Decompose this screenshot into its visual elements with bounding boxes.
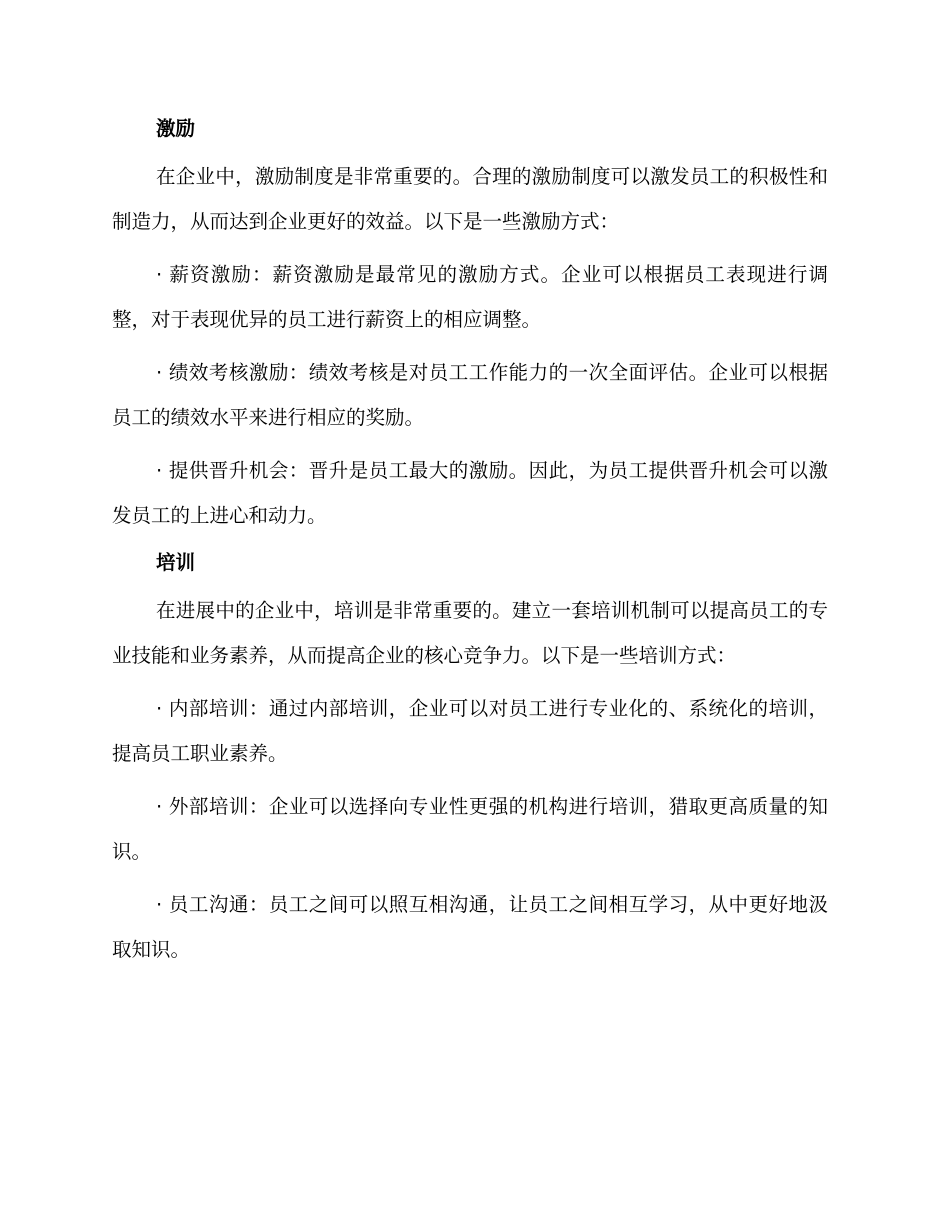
list-item: · 内部培训：通过内部培训，企业可以对员工进行专业化的、系统化的培训，提高员工职业素养。 — [112, 697, 828, 765]
section-heading: 培训 — [156, 551, 196, 574]
list-item: · 外部培训：企业可以选择向专业性更强的机构进行培训，猎取更高质量的知识。 — [112, 795, 828, 863]
section-intro: 在企业中，激励制度是非常重要的。合理的激励制度可以激发员工的积极性和制造力，从而达到企业更好的效益。以下是一些激励方式： — [112, 165, 828, 233]
section-intro: 在进展中的企业中，培训是非常重要的。建立一套培训机制可以提高员工的专业技能和业务素养，从而提高企业的核心竞争力。以下是一些培训方式： — [112, 599, 828, 667]
section-heading: 激励 — [156, 117, 196, 140]
document-page — [112, 112, 828, 980]
list-item: · 绩效考核激励：绩效考核是对员工工作能力的一次全面评估。企业可以根据员工的绩效水平来进行相应的奖励。 — [112, 361, 828, 429]
section-incentive — [112, 112, 828, 538]
section-training — [112, 546, 828, 972]
list-item: · 员工沟通：员工之间可以照互相沟通，让员工之间相互学习，从中更好地汲取知识。 — [112, 893, 828, 961]
list-item: · 提供晋升机会：晋升是员工最大的激励。因此，为员工提供晋升机会可以激发员工的上进心和动力。 — [112, 459, 828, 527]
list-item: · 薪资激励：薪资激励是最常见的激励方式。企业可以根据员工表现进行调整，对于表现优异的员工进行薪资上的相应调整。 — [112, 263, 828, 331]
